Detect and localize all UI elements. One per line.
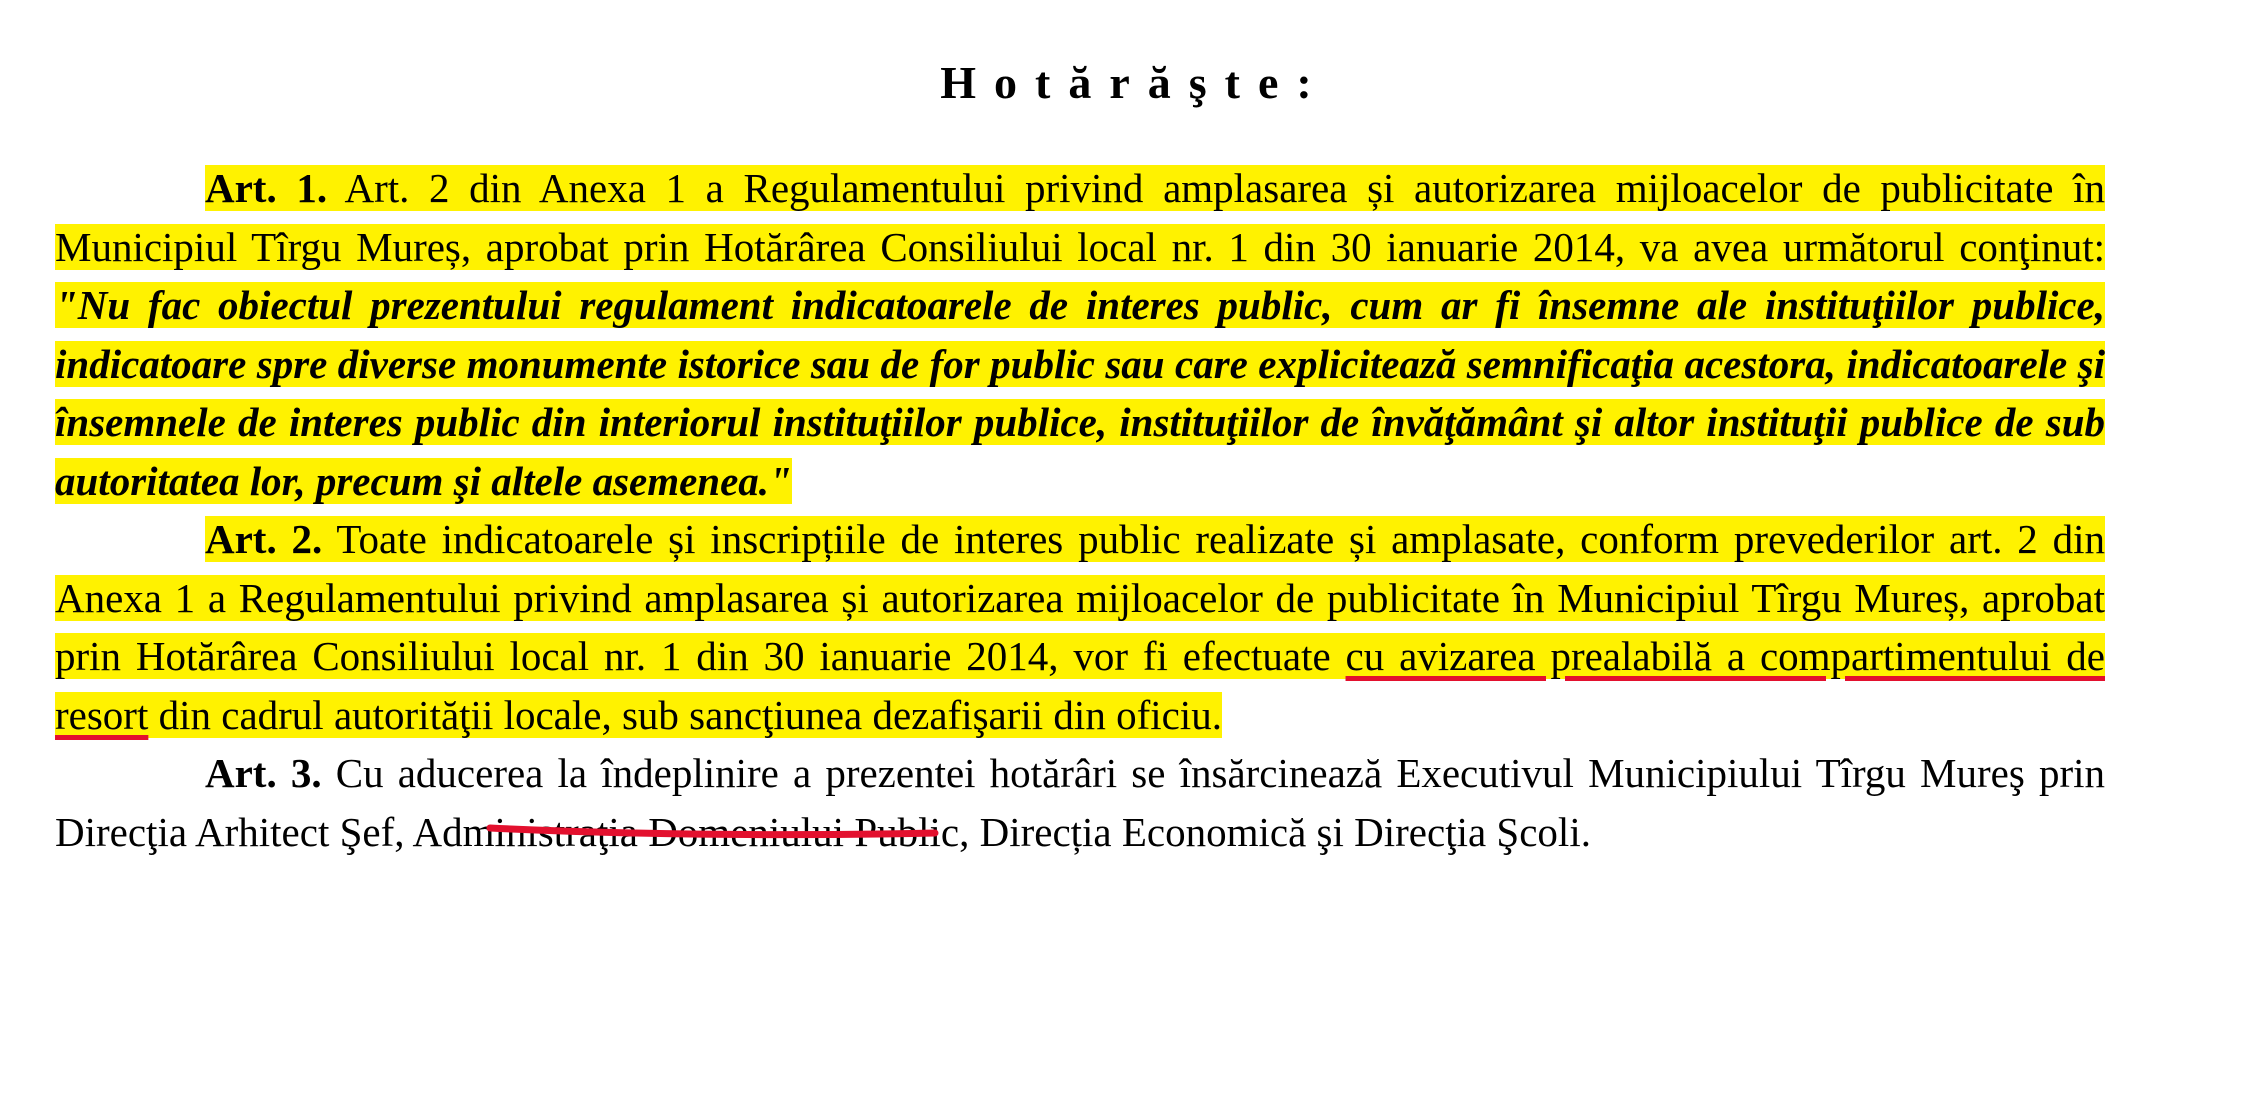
article-1-highlight [55, 165, 2105, 504]
article-2-underlined-phrase: cu avizarea prealabilă a compartimentului de resort [55, 633, 2105, 738]
article-2 [55, 510, 2105, 744]
article-2-highlight [55, 516, 2105, 738]
article-1 [55, 159, 2105, 510]
decision-heading: Hotărăşte: [940, 57, 1330, 108]
article-1-quote: "Nu fac obiectul prezentului regulament indicatoarele de interes public, cum ar fi însemne ale instituţiilor publice, indicatoare spre diverse monumente istorice sau de for public sau care explicitează semnificaţia acestora, indicatoarele şi însemnele de interes public din interiorul instituţiilor publice, instituţiilor de învăţământ şi altor instituţii publice de sub autoritatea lor, precum şi altele asemenea." [55, 282, 2105, 504]
article-3-number: Art. 3. [205, 750, 322, 796]
article-3-text: Cu aducerea la îndeplinire a prezentei hotărâri se însărcinează Executivul Municipiului Tîrgu Mureş prin Direcţia Arhitect Şef, Administraţia Domeniului Public, Direcția Economică şi Direcţia Şcoli. [55, 750, 2106, 855]
article-1-text: Art. 2 din Anexa 1 a Regulamentului privind amplasarea și autorizarea mijloacelor de publicitate în Municipiul Tîrgu Mureș, aprobat prin Hotărârea Consiliului local nr. 1 din 30 ianuarie 2014, va avea următorul conţinut: [55, 165, 2105, 270]
article-2-number: Art. 2. [205, 516, 323, 562]
article-2-text-before: Toate indicatoarele și inscripțiile de interes public realizate și amplasate, conform prevederilor art. 2 din Anexa 1 a Regulamentului privind amplasarea și autorizarea mijloacelor de publicitate în Municipiul Tîrgu Mureș, aprobat prin Hotărârea Consiliului local nr. 1 din 30 ianuarie 2014, vor fi efectuate [55, 516, 2105, 679]
article-3 [55, 744, 2105, 861]
article-2-text-after: din cadrul autorităţii locale, sub sancţiunea dezafişarii din oficiu. [148, 691, 1222, 738]
article-1-number: Art. 1. [205, 165, 328, 211]
document-page [55, 55, 2105, 861]
